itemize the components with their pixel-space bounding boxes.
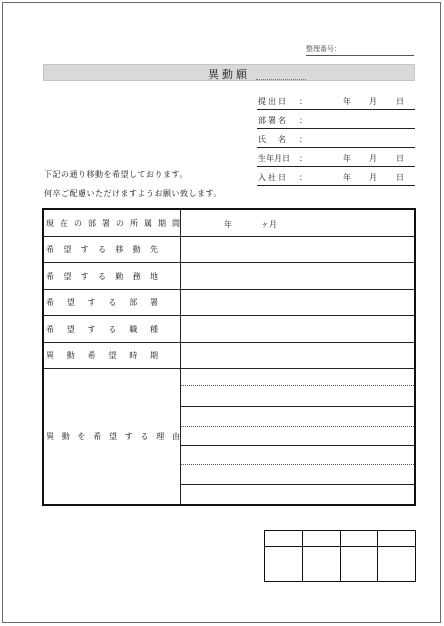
table-row-current-period <box>44 210 414 237</box>
info-colon: ： <box>299 173 307 182</box>
info-label: 入社日 <box>258 173 288 182</box>
period-month-unit: ヶ月 <box>261 220 277 229</box>
stamp-box[interactable] <box>341 531 378 581</box>
reason-dotted-line <box>181 426 414 427</box>
table-row-workplace <box>44 263 414 290</box>
year-unit: 年 <box>343 154 351 163</box>
row-label: 現 在 の 部 署 の 所 属 期 間 <box>44 210 181 236</box>
info-label: 部署名 <box>258 116 288 125</box>
info-colon: ： <box>299 135 307 144</box>
table-row-destination <box>44 237 414 263</box>
reason-label: 異 動 を 希 望 す る 理 由 <box>44 369 181 504</box>
info-row-name[interactable] <box>257 130 415 148</box>
reason-dotted-line <box>181 385 414 386</box>
management-number-field[interactable] <box>306 44 414 56</box>
day-unit: 日 <box>396 154 404 163</box>
management-number-label: 整理番号： <box>306 45 341 53</box>
table-row-job-type <box>44 316 414 343</box>
table-row-timing <box>44 343 414 369</box>
reason-dotted-line <box>181 464 414 465</box>
info-colon: ： <box>299 154 307 163</box>
info-label: 提出日 <box>258 97 288 106</box>
row-label: 異 動 希 望 時 期 <box>44 343 181 368</box>
table-row-department <box>44 290 414 316</box>
reason-solid-line <box>181 406 414 407</box>
info-colon: ： <box>299 97 307 106</box>
info-row-join-date[interactable] <box>257 168 415 186</box>
year-unit: 年 <box>343 97 351 106</box>
day-unit: 日 <box>396 97 404 106</box>
title-bar <box>43 64 415 81</box>
year-unit: 年 <box>343 173 351 182</box>
intro-line-2: 何卒ご配慮いただけますようお願い致します。 <box>44 189 222 198</box>
timing-input[interactable] <box>181 343 414 368</box>
row-label: 希 望 す る 部 署 <box>44 290 181 315</box>
info-colon: ： <box>299 116 307 125</box>
request-table <box>42 208 416 506</box>
stamp-box[interactable] <box>265 531 303 581</box>
reason-solid-line <box>181 445 414 446</box>
month-unit: 月 <box>369 154 377 163</box>
month-unit: 月 <box>369 173 377 182</box>
intro-line-1: 下記の通り移動を希望しております。 <box>44 170 188 179</box>
department-input[interactable] <box>181 290 414 315</box>
reason-solid-line <box>181 484 414 485</box>
info-label: 生年月日 <box>258 154 290 163</box>
row-label: 希 望 す る 勤 務 地 <box>44 263 181 289</box>
job-type-input[interactable] <box>181 316 414 342</box>
info-row-department[interactable] <box>257 111 415 129</box>
row-label: 希 望 す る 職 種 <box>44 316 181 342</box>
period-year-unit: 年 <box>224 220 232 229</box>
info-label: 氏 名 <box>258 135 288 144</box>
workplace-input[interactable] <box>181 263 414 289</box>
document-title: 異動願 <box>208 68 250 81</box>
info-row-birthdate[interactable] <box>257 149 415 167</box>
info-row-submit-date[interactable] <box>257 92 415 110</box>
row-label: 希 望 す る 移 動 先 <box>44 237 181 262</box>
stamp-box[interactable] <box>303 531 341 581</box>
reason-input[interactable] <box>181 369 414 504</box>
day-unit: 日 <box>396 173 404 182</box>
month-unit: 月 <box>369 97 377 106</box>
title-underline <box>256 79 306 80</box>
approval-stamp-table <box>264 530 416 582</box>
destination-input[interactable] <box>181 237 414 262</box>
period-input[interactable] <box>181 210 414 236</box>
